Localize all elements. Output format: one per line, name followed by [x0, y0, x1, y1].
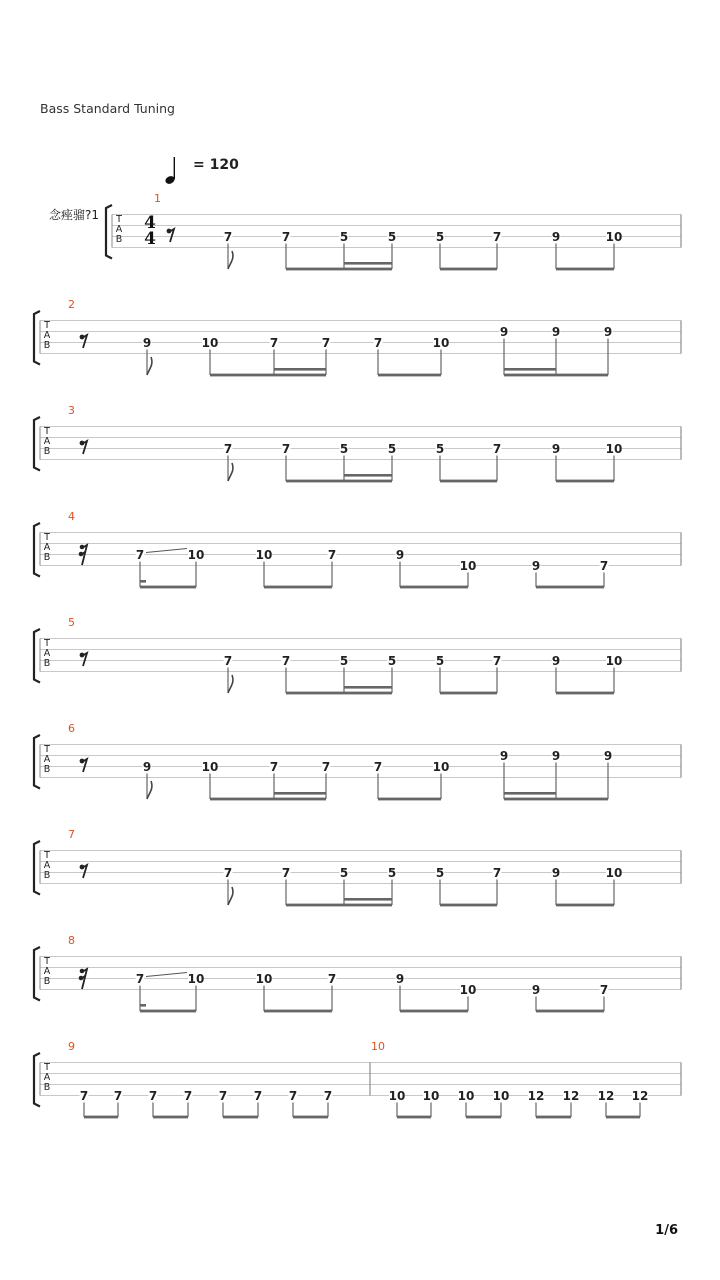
fret-number: 7	[281, 442, 291, 456]
secondary-beam	[344, 898, 392, 901]
beam	[400, 586, 468, 589]
fret-number: 10	[605, 654, 623, 668]
fret-number: 7	[223, 442, 233, 456]
tab-clef-t: T	[44, 850, 50, 861]
beam	[504, 798, 608, 801]
eighth-rest-icon	[167, 229, 174, 242]
beam	[440, 904, 497, 907]
track-name: 念痤骝?1	[49, 208, 100, 222]
fret-number: 10	[459, 559, 477, 573]
fret-number: 5	[387, 866, 397, 880]
beam	[153, 1116, 188, 1119]
tab-clef-b: B	[43, 1082, 51, 1093]
fret-number: 7	[327, 548, 337, 562]
secondary-beam	[504, 792, 556, 795]
fret-number: 9	[531, 559, 541, 573]
fret-number: 7	[218, 1089, 228, 1103]
fret-number: 5	[435, 866, 445, 880]
fret-number: 10	[432, 336, 450, 350]
fret-number: 12	[562, 1089, 580, 1103]
fret-number: 10	[388, 1089, 406, 1103]
tab-clef-b: B	[43, 976, 51, 987]
fret-number: 10	[605, 230, 623, 244]
rest-stroke	[82, 653, 87, 666]
tuning-label: Bass Standard Tuning	[40, 101, 175, 116]
fret-number: 10	[492, 1089, 510, 1103]
measure-number: 3	[68, 404, 75, 417]
eighth-rest-icon	[80, 653, 87, 666]
fret-number: 10	[255, 548, 273, 562]
beam	[556, 692, 614, 695]
fret-number: 9	[551, 654, 561, 668]
tab-clef-a: A	[43, 754, 51, 765]
fret-number: 5	[339, 654, 349, 668]
tab-clef-t: T	[44, 638, 50, 649]
fret-number: 5	[387, 230, 397, 244]
system-bracket	[106, 205, 112, 259]
fret-number: 10	[187, 972, 205, 986]
fret-number: 7	[321, 760, 331, 774]
fret-number: 5	[435, 654, 445, 668]
beam	[378, 374, 441, 377]
fret-number: 5	[387, 442, 397, 456]
fret-number: 7	[135, 972, 145, 986]
beam	[210, 798, 326, 801]
fret-number: 7	[253, 1089, 263, 1103]
tab-clef-t: T	[44, 956, 50, 967]
fret-number: 7	[492, 654, 502, 668]
tab-clef-a: A	[43, 1072, 51, 1083]
fret-number: 5	[435, 442, 445, 456]
fret-number: 10	[422, 1089, 440, 1103]
eighth-rest-icon	[80, 441, 87, 454]
note-flag	[147, 781, 152, 799]
measure-number: 8	[68, 934, 75, 947]
fret-number: 9	[551, 749, 561, 763]
partial-beam	[140, 580, 146, 583]
secondary-beam	[344, 686, 392, 689]
fret-number: 9	[395, 548, 405, 562]
note-flag	[228, 675, 233, 693]
secondary-beam	[344, 262, 392, 265]
fret-number: 9	[499, 749, 509, 763]
beam	[536, 1116, 571, 1119]
beam	[264, 1010, 332, 1013]
measure-number: 7	[68, 828, 75, 841]
tab-clef-b: B	[115, 234, 123, 245]
fret-number: 9	[603, 325, 613, 339]
rest-stroke	[169, 229, 174, 242]
eighth-rest-icon	[80, 865, 87, 878]
beam	[286, 268, 392, 271]
tab-clef-a: A	[43, 966, 51, 977]
fret-number: 9	[551, 325, 561, 339]
note-flag	[228, 463, 233, 481]
measure-number: 6	[68, 722, 75, 735]
fret-number: 7	[323, 1089, 333, 1103]
fret-number: 9	[551, 442, 561, 456]
fret-number: 9	[531, 983, 541, 997]
fret-number: 7	[135, 548, 145, 562]
fret-number: 7	[492, 442, 502, 456]
fret-number: 10	[605, 866, 623, 880]
fret-number: 9	[551, 866, 561, 880]
beam	[556, 904, 614, 907]
fret-number: 7	[288, 1089, 298, 1103]
tab-clef-t: T	[44, 744, 50, 755]
fret-number: 10	[459, 983, 477, 997]
rest-stroke	[82, 335, 87, 348]
beam	[556, 268, 614, 271]
fret-number: 9	[142, 336, 152, 350]
beam	[286, 692, 392, 695]
fret-number: 5	[339, 230, 349, 244]
beam	[440, 692, 497, 695]
fret-number: 7	[269, 336, 279, 350]
beam	[210, 374, 326, 377]
fret-number: 7	[223, 866, 233, 880]
tab-clef-b: B	[43, 870, 51, 881]
eighth-rest-icon	[80, 335, 87, 348]
measure-number: 1	[154, 192, 161, 205]
fret-number: 7	[373, 336, 383, 350]
fret-number: 12	[631, 1089, 649, 1103]
fret-number: 7	[79, 1089, 89, 1103]
tab-clef-a: A	[43, 542, 51, 553]
tab-clef-b: B	[43, 764, 51, 775]
tab-clef-t: T	[44, 532, 50, 543]
fret-number: 7	[223, 230, 233, 244]
fret-number: 7	[281, 654, 291, 668]
tab-clef-b: B	[43, 446, 51, 457]
tab-clef-a: A	[43, 860, 51, 871]
beam	[536, 1010, 604, 1013]
fret-number: 7	[599, 559, 609, 573]
fret-number: 5	[387, 654, 397, 668]
fret-number: 9	[142, 760, 152, 774]
tab-clef-a: A	[115, 224, 123, 235]
fret-number: 12	[527, 1089, 545, 1103]
fret-number: 7	[281, 866, 291, 880]
fret-number: 10	[605, 442, 623, 456]
tab-clef-b: B	[43, 552, 51, 563]
fret-number: 7	[223, 654, 233, 668]
system-bracket	[34, 735, 40, 789]
rest-stroke	[82, 865, 87, 878]
fret-number: 7	[281, 230, 291, 244]
beam	[504, 374, 608, 377]
rest-stroke	[82, 759, 87, 772]
tab-clef-a: A	[43, 436, 51, 447]
rest-stroke	[82, 441, 87, 454]
system-bracket	[34, 1053, 40, 1107]
fret-number: 9	[551, 230, 561, 244]
system-bracket	[34, 417, 40, 471]
tempo-value: = 120	[193, 157, 239, 173]
tab-clef-a: A	[43, 648, 51, 659]
time-signature-bottom: 4	[144, 229, 156, 249]
measure-number: 2	[68, 298, 75, 311]
beam	[440, 480, 497, 483]
measure-number: 9	[68, 1040, 75, 1053]
fret-number: 5	[435, 230, 445, 244]
measure-number: 4	[68, 510, 75, 523]
fret-number: 7	[113, 1089, 123, 1103]
fret-number: 10	[255, 972, 273, 986]
slide-line	[146, 973, 187, 977]
tab-clef-t: T	[44, 1062, 50, 1073]
measure-number: 5	[68, 616, 75, 629]
fret-number: 9	[499, 325, 509, 339]
secondary-beam	[504, 368, 556, 371]
fret-number: 10	[187, 548, 205, 562]
beam	[223, 1116, 258, 1119]
fret-number: 5	[339, 866, 349, 880]
system-bracket	[34, 311, 40, 365]
time-signature-top: 4	[144, 213, 156, 233]
beam	[440, 268, 497, 271]
fret-number: 7	[492, 230, 502, 244]
fret-number: 7	[269, 760, 279, 774]
tab-clef-t: T	[116, 214, 122, 225]
fret-number: 10	[201, 760, 219, 774]
fret-number: 7	[321, 336, 331, 350]
fret-number: 7	[492, 866, 502, 880]
tab-clef-t: T	[44, 320, 50, 331]
beam	[466, 1116, 501, 1119]
tab-clef-b: B	[43, 340, 51, 351]
fret-number: 10	[457, 1089, 475, 1103]
slide-line	[146, 549, 187, 553]
quarter-note-icon	[164, 157, 176, 185]
beam	[286, 904, 392, 907]
page-indicator[interactable]: 1/6	[655, 1223, 678, 1238]
beam	[536, 586, 604, 589]
system-bracket	[34, 523, 40, 577]
fret-number: 9	[603, 749, 613, 763]
fret-number: 9	[395, 972, 405, 986]
system-bracket	[34, 947, 40, 1001]
fret-number: 10	[432, 760, 450, 774]
beam	[293, 1116, 328, 1119]
measure-number: 10	[371, 1040, 385, 1053]
fret-number: 12	[597, 1089, 615, 1103]
beam	[84, 1116, 118, 1119]
fret-number: 7	[373, 760, 383, 774]
eighth-rest-icon	[80, 759, 87, 772]
beam	[556, 480, 614, 483]
tab-clef-b: B	[43, 658, 51, 669]
beam	[264, 586, 332, 589]
tab-clef-a: A	[43, 330, 51, 341]
fret-number: 10	[201, 336, 219, 350]
secondary-beam	[344, 474, 392, 477]
fret-number: 7	[599, 983, 609, 997]
beam	[140, 1010, 196, 1013]
fret-number: 7	[327, 972, 337, 986]
beam	[378, 798, 441, 801]
note-flag	[228, 251, 233, 269]
beam	[286, 480, 392, 483]
note-flag	[147, 357, 152, 375]
fret-number: 7	[148, 1089, 158, 1103]
fret-number: 5	[339, 442, 349, 456]
tab-clef-t: T	[44, 426, 50, 437]
beam	[606, 1116, 640, 1119]
system-bracket	[34, 841, 40, 895]
secondary-beam	[274, 792, 326, 795]
secondary-beam	[274, 368, 326, 371]
system-bracket	[34, 629, 40, 683]
note-flag	[228, 887, 233, 905]
beam	[397, 1116, 431, 1119]
beam	[400, 1010, 468, 1013]
fret-number: 7	[183, 1089, 193, 1103]
partial-beam	[140, 1004, 146, 1007]
beam	[140, 586, 196, 589]
